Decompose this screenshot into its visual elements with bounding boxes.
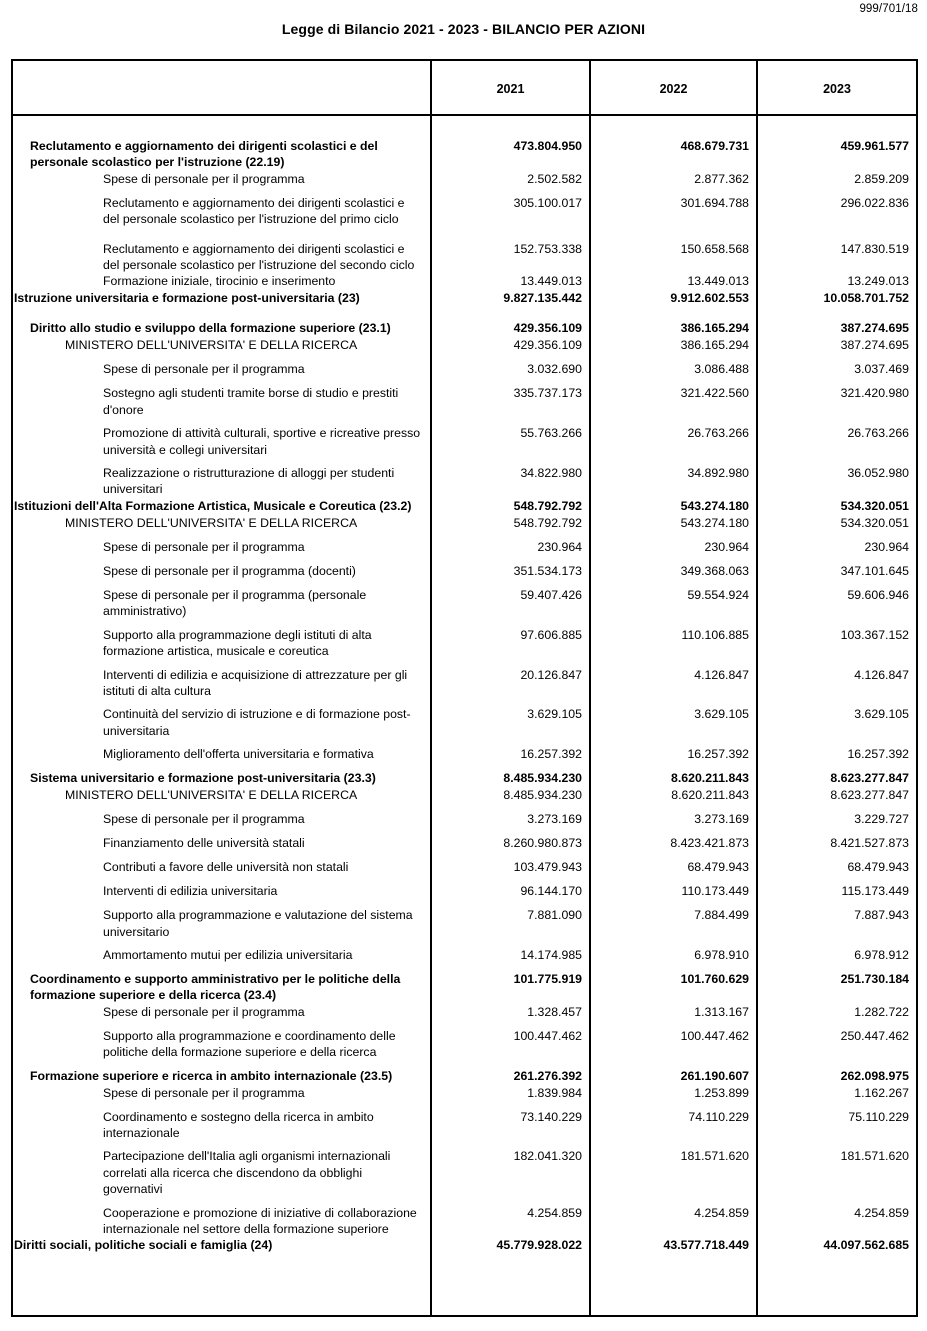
row-value-2022: 68.479.943 [687, 860, 749, 875]
row-value-2023: 8.421.527.873 [830, 836, 909, 851]
row-value-2021: 14.174.985 [520, 947, 582, 962]
row-value-2023: 1.162.267 [854, 1085, 909, 1100]
row-label: Ammortamento mutui per edilizia universitaria [103, 947, 353, 962]
row-label: Sistema universitario e formazione post-universitaria (23.3) [30, 771, 376, 786]
table-row [13, 746, 916, 763]
row-label: Istituzioni dell'Alta Formazione Artistica, Musicale e Coreutica (23.2) [14, 498, 412, 513]
row-value-2021: 59.407.426 [520, 587, 582, 602]
row-value-2023: 534.320.051 [840, 498, 909, 513]
row-value-2023: 251.730.184 [840, 971, 909, 986]
row-label: Reclutamento e aggiornamento dei dirigenti scolastici e del personale scolastico per l'istruzione del primo ciclo [103, 195, 405, 227]
row-value-2021: 13.449.013 [520, 274, 582, 289]
row-label: Miglioramento dell'offerta universitaria e formativa [103, 747, 374, 762]
table-row [13, 1205, 916, 1238]
row-value-2022: 101.760.629 [680, 971, 749, 986]
row-value-2021: 548.792.792 [513, 515, 582, 530]
row-label: Coordinamento e supporto amministrativo per le politiche della formazione superiore e della ricerca (23.4) [30, 971, 401, 1003]
row-value-2021: 429.356.109 [513, 338, 582, 353]
row-label: Realizzazione o ristrutturazione di alloggi per studenti universitari [103, 466, 395, 497]
row-value-2021: 3.273.169 [527, 812, 582, 827]
table-row [13, 587, 916, 620]
row-value-2022: 2.877.362 [694, 171, 749, 186]
row-label: Supporto alla programmazione e valutazione del sistema universitario [103, 908, 413, 939]
table-row [13, 273, 916, 290]
row-value-2023: 347.101.645 [840, 563, 909, 578]
row-value-2021: 473.804.950 [513, 139, 582, 153]
table-row [13, 787, 916, 804]
row-value-2023: 2.859.209 [854, 171, 909, 186]
table-row [13, 515, 916, 532]
row-value-2023: 103.367.152 [840, 627, 909, 642]
row-value-2022: 3.273.169 [694, 812, 749, 827]
row-label: Coordinamento e sostegno della ricerca in ambito internazionale [103, 1109, 374, 1140]
row-value-2021: 429.356.109 [513, 321, 582, 336]
row-value-2022: 4.254.859 [694, 1205, 749, 1220]
row-value-2021: 4.254.859 [527, 1205, 582, 1220]
row-value-2022: 4.126.847 [694, 667, 749, 682]
row-value-2023: 387.274.695 [840, 338, 909, 353]
row-value-2022: 543.274.180 [680, 498, 749, 513]
row-label: Contributi a favore delle università non statali [103, 860, 349, 875]
row-value-2022: 1.253.899 [694, 1085, 749, 1100]
table-row [13, 241, 916, 274]
row-value-2022: 34.892.980 [687, 466, 749, 481]
row-value-2023: 534.320.051 [840, 515, 909, 530]
row-value-2023: 296.022.836 [840, 195, 909, 210]
row-value-2023: 387.274.695 [840, 321, 909, 336]
row-value-2022: 13.449.013 [687, 274, 749, 289]
page-code: 999/701/18 [859, 3, 918, 15]
row-label: Formazione iniziale, tirocinio e inserimento [103, 274, 336, 289]
row-value-2022: 230.964 [704, 539, 749, 554]
row-value-2021: 8.485.934.230 [503, 788, 582, 803]
row-value-2023: 3.037.469 [854, 362, 909, 377]
budget-table [11, 59, 918, 1317]
table-row [13, 385, 916, 418]
row-label: Spese di personale per il programma (personale amministrativo) [103, 587, 367, 619]
row-label: MINISTERO DELL'UNIVERSITA' E DELLA RICERCA [65, 788, 358, 803]
table-row [13, 835, 916, 852]
table-row [13, 465, 916, 498]
table-body [13, 116, 916, 1314]
row-value-2021: 55.763.266 [520, 426, 582, 441]
table-row [13, 1068, 916, 1085]
row-value-2023: 250.447.462 [840, 1028, 909, 1043]
row-label: Diritti sociali, politiche sociali e famiglia (24) [14, 1238, 273, 1253]
table-row [13, 361, 916, 378]
row-value-2022: 16.257.392 [687, 747, 749, 762]
row-value-2021: 182.041.320 [513, 1149, 582, 1164]
row-label: Interventi di edilizia e acquisizione di attrezzature per gli istituti di alta cultura [103, 667, 408, 698]
table-row [13, 811, 916, 828]
row-value-2023: 68.479.943 [847, 860, 909, 875]
row-value-2023: 230.964 [864, 539, 909, 554]
row-label: Interventi di edilizia universitaria [103, 884, 278, 899]
row-value-2021: 230.964 [537, 539, 582, 554]
table-row [13, 290, 916, 307]
row-label: Spese di personale per il programma [103, 1085, 305, 1100]
table-row [13, 627, 916, 660]
row-value-2021: 1.839.984 [527, 1085, 582, 1100]
row-value-2021: 8.260.980.873 [503, 836, 582, 851]
table-header-row [13, 61, 916, 116]
table-row [13, 563, 916, 580]
row-value-2021: 152.753.338 [513, 241, 582, 256]
table-row [13, 971, 916, 1004]
table-row [13, 1028, 916, 1061]
table-row [13, 859, 916, 876]
row-value-2022: 59.554.924 [687, 587, 749, 602]
row-value-2022: 110.173.449 [681, 884, 749, 899]
row-value-2022: 181.571.620 [680, 1149, 749, 1164]
table-row [13, 320, 916, 337]
row-value-2021: 45.779.928.022 [496, 1238, 582, 1253]
table-row [13, 947, 916, 964]
row-value-2023: 8.623.277.847 [830, 771, 909, 786]
table-row [13, 425, 916, 458]
row-label: Formazione superiore e ricerca in ambito internazionale (23.5) [30, 1068, 393, 1083]
row-value-2022: 43.577.718.449 [663, 1238, 749, 1253]
row-label: MINISTERO DELL'UNIVERSITA' E DELLA RICERCA [65, 515, 358, 530]
row-value-2023: 459.961.577 [840, 139, 909, 153]
row-value-2023: 321.420.980 [840, 386, 909, 401]
row-value-2022: 110.106.885 [681, 627, 749, 642]
row-value-2022: 8.620.211.843 [671, 788, 749, 803]
table-row [13, 1148, 916, 1197]
row-value-2021: 305.100.017 [513, 195, 582, 210]
row-value-2022: 7.884.499 [694, 908, 749, 923]
row-value-2021: 103.479.943 [513, 860, 582, 875]
table-row [13, 1109, 916, 1142]
table-row [13, 706, 916, 739]
row-value-2021: 3.629.105 [527, 707, 582, 722]
row-value-2021: 335.737.173 [513, 386, 582, 401]
row-value-2022: 261.190.607 [680, 1068, 749, 1083]
row-value-2023: 181.571.620 [840, 1149, 909, 1164]
row-label: Supporto alla programmazione e coordinamento delle politiche della formazione superiore e della ricerca [103, 1028, 396, 1060]
row-value-2022: 3.629.105 [694, 707, 749, 722]
row-value-2022: 301.694.788 [680, 195, 749, 210]
row-label: Partecipazione dell'Italia agli organismi internazionali correlati alla ricerca che discendono da obblighi governativi [103, 1149, 391, 1197]
row-value-2022: 321.422.560 [680, 386, 749, 401]
row-value-2021: 16.257.392 [520, 747, 582, 762]
row-value-2023: 3.629.105 [854, 707, 909, 722]
row-label: Spese di personale per il programma [103, 1004, 305, 1019]
column-header-2023: 2023 [823, 81, 851, 96]
row-value-2022: 74.110.229 [688, 1109, 749, 1124]
table-row [13, 138, 916, 171]
table-row [13, 171, 916, 188]
row-value-2022: 543.274.180 [680, 515, 749, 530]
row-value-2021: 8.485.934.230 [503, 771, 582, 786]
row-label: Continuità del servizio di istruzione e di formazione post-universitaria [103, 707, 411, 738]
row-label: Cooperazione e promozione di iniziative di collaborazione internazionale nel settore della formazione superiore [103, 1205, 417, 1236]
row-value-2023: 10.058.701.752 [823, 291, 909, 306]
table-row [13, 907, 916, 940]
row-value-2023: 4.126.847 [854, 667, 909, 682]
row-value-2023: 7.887.943 [854, 908, 909, 923]
row-value-2023: 16.257.392 [847, 747, 909, 762]
row-label: Spese di personale per il programma [103, 812, 305, 827]
row-value-2023: 4.254.859 [854, 1205, 909, 1220]
row-label: Sostegno agli studenti tramite borse di studio e prestiti d'onore [103, 386, 399, 417]
row-value-2023: 147.830.519 [840, 241, 909, 256]
row-value-2023: 13.249.013 [847, 274, 909, 289]
column-header-2022: 2022 [659, 81, 688, 96]
page-title: Legge di Bilancio 2021 - 2023 - BILANCIO PER AZIONI [281, 21, 646, 37]
row-value-2023: 6.978.912 [854, 947, 909, 962]
row-value-2021: 100.447.462 [513, 1028, 582, 1043]
row-label: Reclutamento e aggiornamento dei dirigenti scolastici e del personale scolastico per l'istruzione del secondo ciclo [103, 241, 415, 273]
table-row [13, 498, 916, 515]
row-value-2023: 115.173.449 [841, 884, 909, 899]
table-row [13, 195, 916, 228]
row-value-2021: 7.881.090 [527, 908, 582, 923]
row-label: Spese di personale per il programma [103, 539, 305, 554]
row-value-2022: 386.165.294 [680, 321, 749, 336]
row-value-2022: 26.763.266 [687, 426, 749, 441]
row-value-2023: 1.282.722 [854, 1004, 909, 1019]
row-label: Istruzione universitaria e formazione post-universitaria (23) [14, 291, 360, 306]
row-value-2021: 261.276.392 [513, 1068, 582, 1083]
row-value-2022: 1.313.167 [694, 1004, 749, 1019]
row-label: Finanziamento delle università statali [103, 836, 305, 851]
row-value-2021: 96.144.170 [520, 884, 582, 899]
row-value-2021: 9.827.135.442 [503, 291, 582, 306]
row-value-2023: 3.229.727 [854, 812, 909, 827]
row-value-2021: 73.140.229 [520, 1109, 582, 1124]
table-row [13, 337, 916, 354]
row-value-2022: 100.447.462 [680, 1028, 749, 1043]
column-header-2021: 2021 [496, 81, 525, 96]
row-value-2023: 59.606.946 [847, 587, 909, 602]
row-value-2023: 44.097.562.685 [823, 1238, 909, 1253]
row-label: Spese di personale per il programma [103, 171, 305, 186]
row-value-2021: 101.775.919 [513, 971, 582, 986]
row-value-2021: 97.606.885 [520, 627, 582, 642]
row-value-2022: 6.978.910 [694, 947, 749, 962]
table-row [13, 1004, 916, 1021]
row-value-2023: 262.098.975 [840, 1068, 909, 1083]
row-value-2021: 548.792.792 [513, 498, 582, 513]
table-row [13, 1085, 916, 1102]
row-value-2021: 20.126.847 [520, 667, 582, 682]
row-value-2022: 150.658.568 [680, 241, 749, 256]
row-label: Promozione di attività culturali, sportive e ricreative presso università e collegi universitari [103, 426, 421, 457]
row-value-2023: 8.623.277.847 [830, 788, 909, 803]
row-value-2023: 75.110.229 [848, 1109, 909, 1124]
row-value-2022: 9.912.602.553 [670, 291, 749, 306]
row-value-2021: 34.822.980 [520, 466, 582, 481]
row-value-2021: 2.502.582 [527, 171, 582, 186]
row-value-2022: 468.679.731 [680, 139, 749, 153]
row-value-2021: 3.032.690 [527, 362, 582, 377]
table-row [13, 539, 916, 556]
row-label: Reclutamento e aggiornamento dei dirigenti scolastici e del personale scolastico per l'istruzione (22.19) [30, 139, 378, 170]
table-row [13, 667, 916, 700]
row-value-2021: 351.534.173 [513, 563, 582, 578]
row-value-2021: 1.328.457 [527, 1004, 582, 1019]
row-value-2022: 8.423.421.873 [670, 836, 749, 851]
row-label: Diritto allo studio e sviluppo della formazione superiore (23.1) [30, 321, 391, 336]
row-value-2023: 36.052.980 [847, 466, 909, 481]
row-label: MINISTERO DELL'UNIVERSITA' E DELLA RICERCA [65, 338, 358, 353]
table-row [13, 1237, 916, 1254]
row-label: Supporto alla programmazione degli istituti di alta formazione artistica, musicale e coreutica [103, 627, 372, 659]
row-value-2022: 3.086.488 [694, 362, 749, 377]
row-value-2022: 8.620.211.843 [671, 771, 749, 786]
row-value-2023: 26.763.266 [847, 426, 909, 441]
row-value-2022: 386.165.294 [680, 338, 749, 353]
row-value-2022: 349.368.063 [680, 563, 749, 578]
row-label: Spese di personale per il programma (docenti) [103, 563, 356, 578]
table-row [13, 770, 916, 787]
table-row [13, 883, 916, 900]
row-label: Spese di personale per il programma [103, 362, 305, 377]
